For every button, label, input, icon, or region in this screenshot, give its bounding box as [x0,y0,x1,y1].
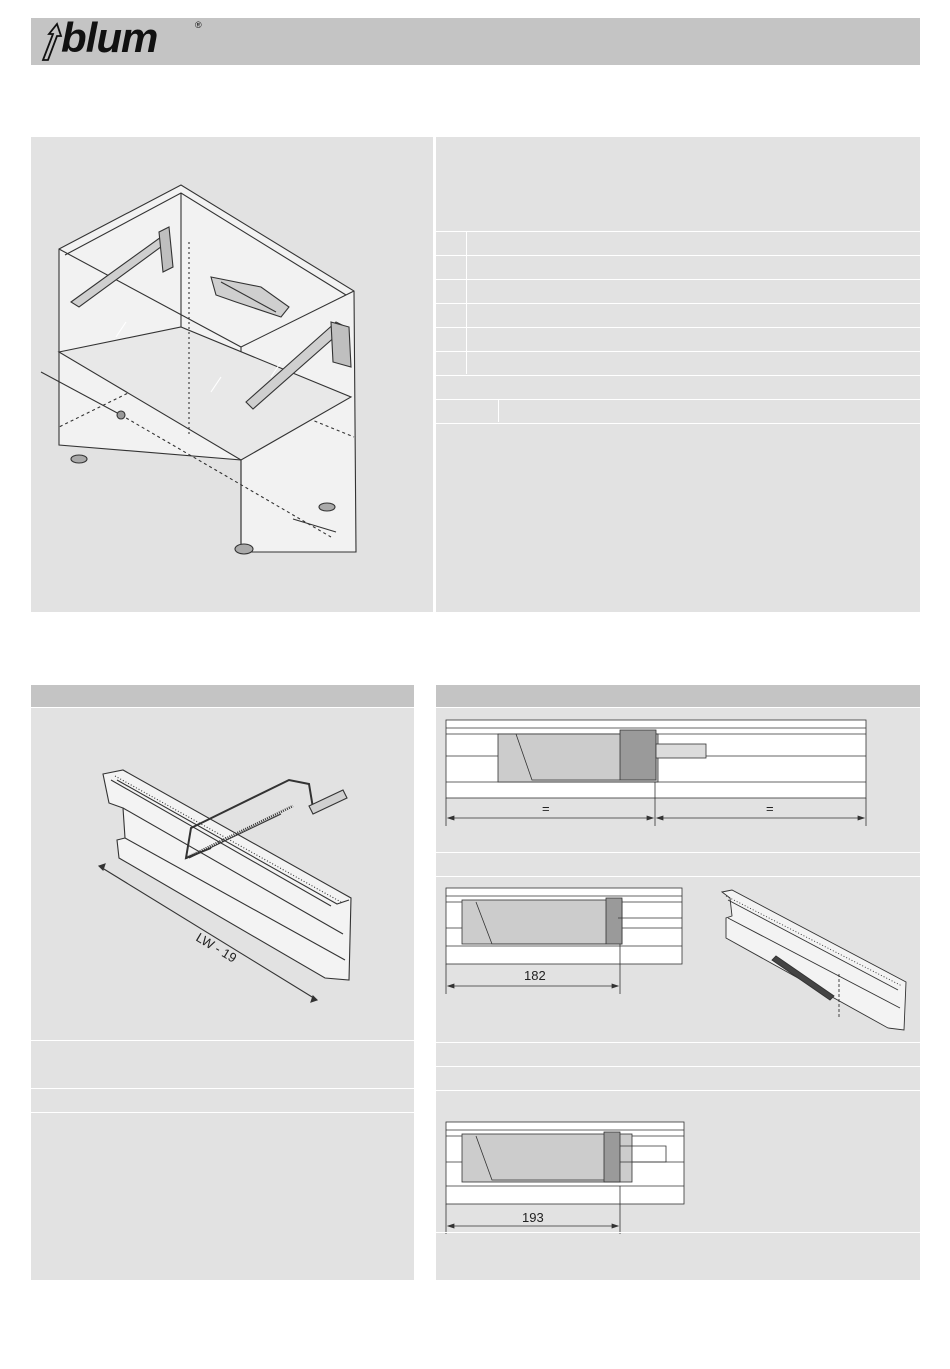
table-divider [436,423,920,424]
table-divider [436,279,920,280]
diagram-193 [436,1116,920,1236]
table-divider [436,351,920,352]
table-divider [436,399,920,400]
brand-name: blum [61,14,158,61]
parts-table-panel [436,137,920,612]
length-182-label: 182 [524,968,546,983]
center-diagram [436,708,920,853]
panel-divider [436,876,920,877]
panel-divider [436,1090,920,1091]
panel-divider [436,852,920,853]
cut-diagrams-panel [436,708,920,1280]
table-row [436,232,467,374]
registered-mark: ® [195,20,202,30]
saw-length-label: LW - 19 [193,929,240,966]
table-divider [436,255,920,256]
cabinet-illustration-panel [31,137,433,612]
panel-divider [436,1042,920,1043]
section-header-right [436,685,920,707]
equal-left-label: = [542,801,550,816]
cabinet-drawing [31,137,433,612]
panel-divider [436,1066,920,1067]
panel-divider [436,1232,920,1233]
table-divider [436,375,920,376]
table-row [436,400,499,422]
blum-logo [39,14,209,64]
rail-saw-drawing [31,708,414,1038]
equal-right-label: = [766,801,774,816]
panel-divider [31,1088,414,1089]
header-bar [31,14,920,65]
length-193-label: 193 [522,1210,544,1225]
table-divider [436,231,920,232]
table-divider [436,327,920,328]
diagram-182 [436,878,920,1043]
panel-divider [31,1112,414,1113]
table-divider [436,303,920,304]
saw-illustration-panel [31,708,414,1280]
section-header-left [31,685,414,707]
panel-divider [31,1040,414,1041]
